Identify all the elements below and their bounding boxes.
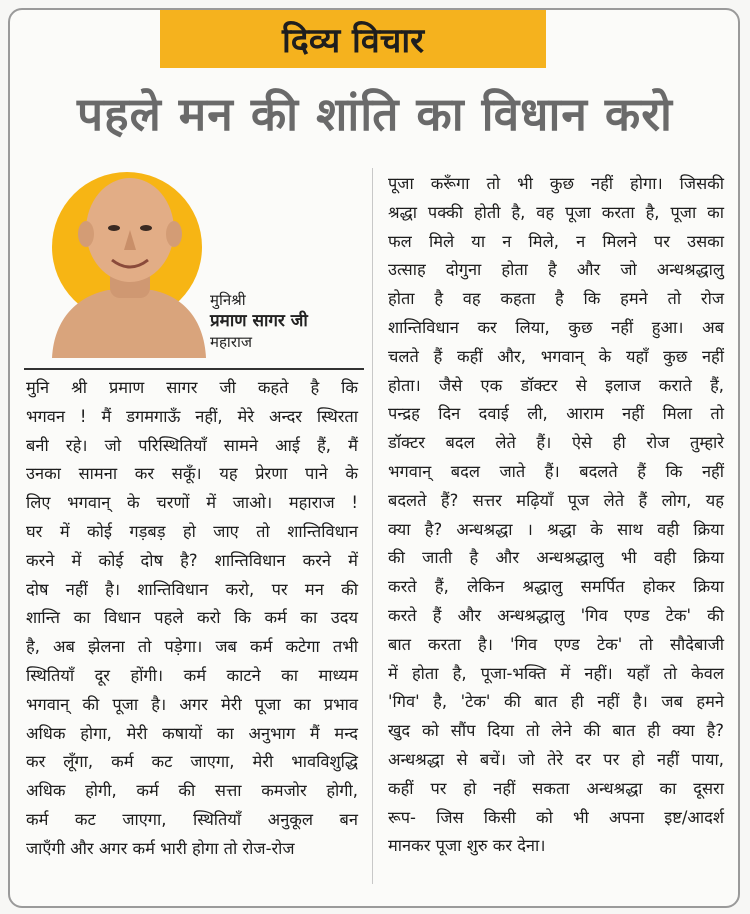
article-line: चलते हैं कहीं और, भगवान् के यहाँ कुछ नहीं: [388, 346, 724, 366]
article-line: लिए भगवान् के चरणों में जाओ। महाराज !: [26, 493, 358, 513]
article-line: की जाती है और अन्धश्रद्धालु भी वही क्रिया: [388, 548, 724, 568]
article-line: करते हैं, लेकिन श्रद्धालु समर्पित होकर क्रिया: [388, 577, 724, 597]
article-line: 'गिव' है, 'टेक' की बात ही नहीं है। जब हमने: [388, 692, 724, 712]
article-line: बात करता है। 'गिव एण्ड टेक' तो सौदेबाजी: [388, 634, 724, 654]
author-suffix: महाराज: [210, 333, 252, 351]
article-column-left: [26, 374, 358, 864]
article-line: मुनि श्री प्रमाण सागर जी कहते है कि: [26, 378, 358, 397]
article-column-right: [388, 170, 724, 861]
column-divider: [372, 168, 373, 884]
article-line: घर में कोई गड़बड़ हो जाए तो शान्तिविधान: [26, 521, 358, 541]
article-line: कर्म कट जाएगा, स्थितियाँ अनुकूल बन: [26, 809, 358, 829]
article-line: उनका सामना कर सकूँ। यह प्रेरणा पाने के: [26, 464, 358, 484]
article-line: उत्साह दोगुना होता है और जो अन्धश्रद्धालु: [388, 260, 724, 280]
article-line: पूजा करूँगा तो भी कुछ नहीं होगा। जिसकी: [388, 174, 724, 193]
article-line: भगवान् बदल जाते हैं। बदलते हैं कि नहीं: [388, 461, 724, 481]
article-line: स्थितियाँ दूर होंगी। कर्म काटने का माध्यम: [26, 665, 358, 685]
article-line: कहीं पर हो नहीं सकता अन्धश्रद्धा का दूसरा: [388, 778, 724, 798]
author-byline: [210, 290, 308, 353]
article-line: में होता है, पूजा-भक्ति में नहीं। यहाँ तो केवल: [388, 663, 724, 683]
byline-rule: [24, 368, 364, 370]
article-line: श्रद्धा पक्की होती है, वह पूजा करता है, पूजा का: [388, 202, 724, 222]
section-banner: [160, 10, 546, 68]
article-line: दोष नहीं है। शान्तिविधान करो, पर मन की: [26, 579, 358, 599]
article-line: खुद को सौंप दिया तो लेने की बात ही क्या है?: [388, 721, 724, 741]
article-line: करने में कोई दोष है? शान्तिविधान करने में: [26, 550, 358, 570]
article-line: कर लूँगा, कर्म कट जाएगा, मेरी भावविशुद्धि: [26, 752, 358, 772]
article-line: करते हैं और अन्धश्रद्धालु 'गिव एण्ड टेक' की: [388, 605, 724, 625]
article-line: है, अब झेलना तो पड़ेगा। जब कर्म कटेगा तभी: [26, 637, 358, 657]
article-line: डॉक्टर बदल लेते हैं। ऐसे ही रोज तुम्हारे: [388, 433, 724, 453]
article-line: मानकर पूजा शुरु कर देना।: [388, 836, 546, 856]
article-line: फल मिले या न मिले, न मिलने पर उसका: [388, 231, 724, 251]
section-label: दिव्य विचार: [281, 21, 425, 61]
article-line: भगवन ! मैं डगमगाऊँ नहीं, मेरे अन्दर स्थिरता: [26, 406, 358, 426]
article-line: अन्धश्रद्धा से बचें। जो तेरे दर पर हो नहीं पाया,: [388, 749, 724, 769]
author-prefix: मुनिश्री: [210, 291, 246, 309]
headline: पहले मन की शांति का विधान करो: [77, 87, 673, 141]
article-line: अधिक होगी, कर्म की सत्ता कमजोर होगी,: [26, 781, 358, 801]
article-line: बनी रहे। जो परिस्थितियाँ सामने आई हैं, मैं: [26, 435, 358, 455]
author-portrait: [48, 168, 210, 358]
article-line: जाएँगी और अगर कर्म भारी होगा तो रोज-रोज: [26, 838, 295, 858]
article-line: शान्तिविधान कर लिया, कुछ नहीं हुआ। अब: [388, 317, 724, 337]
article-line: क्या है? अन्धश्रद्धा । श्रद्धा के साथ वही क्रिया: [388, 519, 724, 539]
article-line: शान्ति का विधान पहले करो कि कर्म का उदय: [26, 608, 358, 628]
article-line: होता। जैसे एक डॉक्टर से इलाज कराते हैं,: [388, 375, 724, 395]
article-line: अधिक होगा, मेरी कषायों का अनुभाग मैं मन्द: [26, 723, 358, 743]
article-line: भगवान् की पूजा है। अगर मेरी पूजा का प्रभाव: [26, 694, 358, 714]
author-name: प्रमाण सागर जी: [210, 311, 308, 331]
article-line: होता है वह कहता है कि हमने तो रोज: [388, 289, 724, 309]
article-line: पन्द्रह दिन दवाई ली, आराम नहीं मिला तो: [388, 404, 724, 424]
article-line: रूप- जिस किसी को भी अपना इष्ट/आदर्श: [388, 807, 724, 827]
article-line: बदलते हैं? सत्तर मढ़ियाँ पूज लेते हैं लोग, यह: [388, 490, 724, 510]
